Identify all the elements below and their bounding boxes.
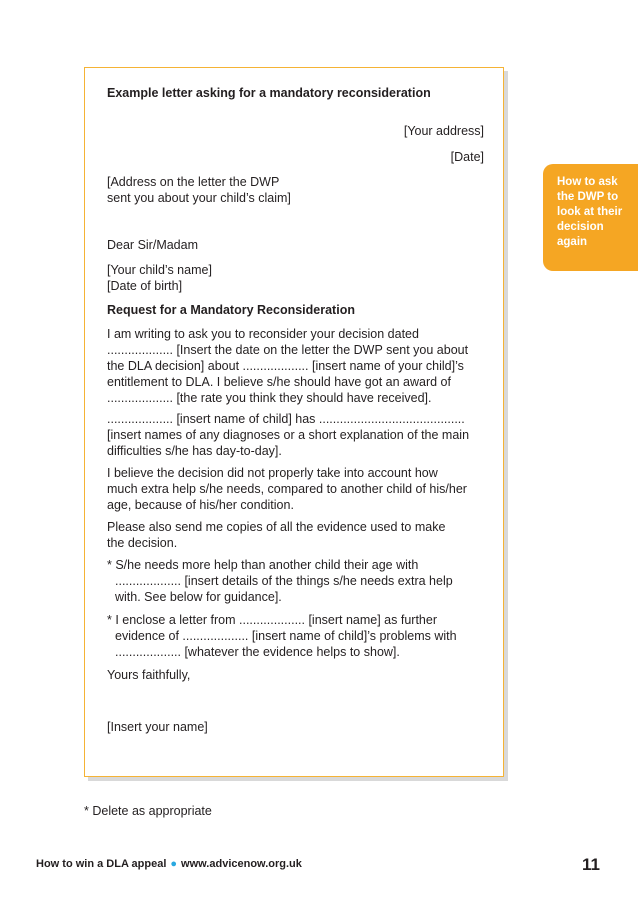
dwp-address-line-2: sent you about your child’s claim] — [107, 191, 291, 205]
date: [Date] — [450, 150, 484, 164]
letter-subject: Request for a Mandatory Reconsideration — [107, 303, 355, 317]
signature-placeholder: [Insert your name] — [107, 720, 208, 734]
dwp-address-line-1: [Address on the letter the DWP — [107, 175, 280, 189]
paragraph-6 — [107, 612, 457, 660]
paragraph-6-line: ................... [whatever the evidence helps to show]. — [115, 645, 400, 659]
section-tab-line: decision — [557, 221, 604, 233]
paragraph-2 — [107, 411, 469, 459]
paragraph-2-line: difficulties s/he has day-to-day]. — [107, 444, 282, 458]
paragraph-4 — [107, 519, 445, 551]
paragraph-5 — [107, 557, 453, 605]
paragraph-2-line: ................... [insert name of child] has .......................................... — [107, 412, 465, 426]
section-tab-line: How to ask — [557, 176, 618, 188]
your-address: [Your address] — [403, 124, 484, 138]
paragraph-1-line: I am writing to ask you to reconsider your decision dated — [107, 327, 419, 341]
paragraph-3-line: I believe the decision did not properly take into account how — [107, 466, 438, 480]
closing: Yours faithfully, — [107, 668, 191, 682]
section-tab-label — [557, 175, 637, 250]
salutation: Dear Sir/Madam — [107, 238, 198, 252]
footer-title: How to win a DLA appeal — [36, 858, 167, 870]
paragraph-3 — [107, 465, 467, 513]
paragraph-6-line: * I enclose a letter from ................... [insert name] as further — [107, 613, 437, 627]
paragraph-4-line: the decision. — [107, 536, 178, 550]
letter-title: Example letter asking for a mandatory reconsideration — [107, 86, 431, 100]
paragraph-5-line: with. See below for guidance]. — [115, 590, 282, 604]
page-number: 11 — [582, 855, 600, 874]
paragraph-3-line: age, because of his/her condition. — [107, 498, 294, 512]
section-tab-line: again — [557, 236, 588, 248]
paragraph-1-line: the DLA decision] about ................... [insert name of your child]’s — [107, 359, 464, 373]
paragraph-6-line: evidence of ................... [insert name of child]’s problems with — [115, 629, 457, 643]
paragraph-1 — [107, 326, 468, 406]
bullet-dot-icon: ● — [170, 858, 178, 870]
child-name: [Your child’s name] — [107, 263, 212, 277]
paragraph-3-line: much extra help s/he needs, compared to another child of his/her — [107, 482, 467, 496]
paragraph-4-line: Please also send me copies of all the evidence used to make — [107, 520, 446, 534]
child-dob: [Date of birth] — [107, 279, 183, 293]
section-tab-line: look at their — [557, 206, 623, 218]
paragraph-2-line: [insert names of any diagnoses or a short explanation of the main — [107, 428, 470, 442]
footnote: * Delete as appropriate — [84, 804, 212, 818]
footer-url[interactable]: www.advicenow.org.uk — [181, 858, 302, 870]
section-tab — [543, 164, 638, 271]
section-tab-line: the DWP to — [557, 191, 619, 203]
paragraph-1-line: ................... [the rate you think they should have received]. — [107, 391, 432, 405]
paragraph-1-line: ................... [Insert the date on the letter the DWP sent you about — [107, 343, 469, 357]
paragraph-5-line: * S/he needs more help than another child their age with — [107, 558, 419, 572]
paragraph-1-line: entitlement to DLA. I believe s/he should have got an award of — [107, 375, 451, 389]
page-footer — [36, 858, 302, 870]
paragraph-5-line: ................... [insert details of the things s/he needs extra help — [115, 574, 453, 588]
